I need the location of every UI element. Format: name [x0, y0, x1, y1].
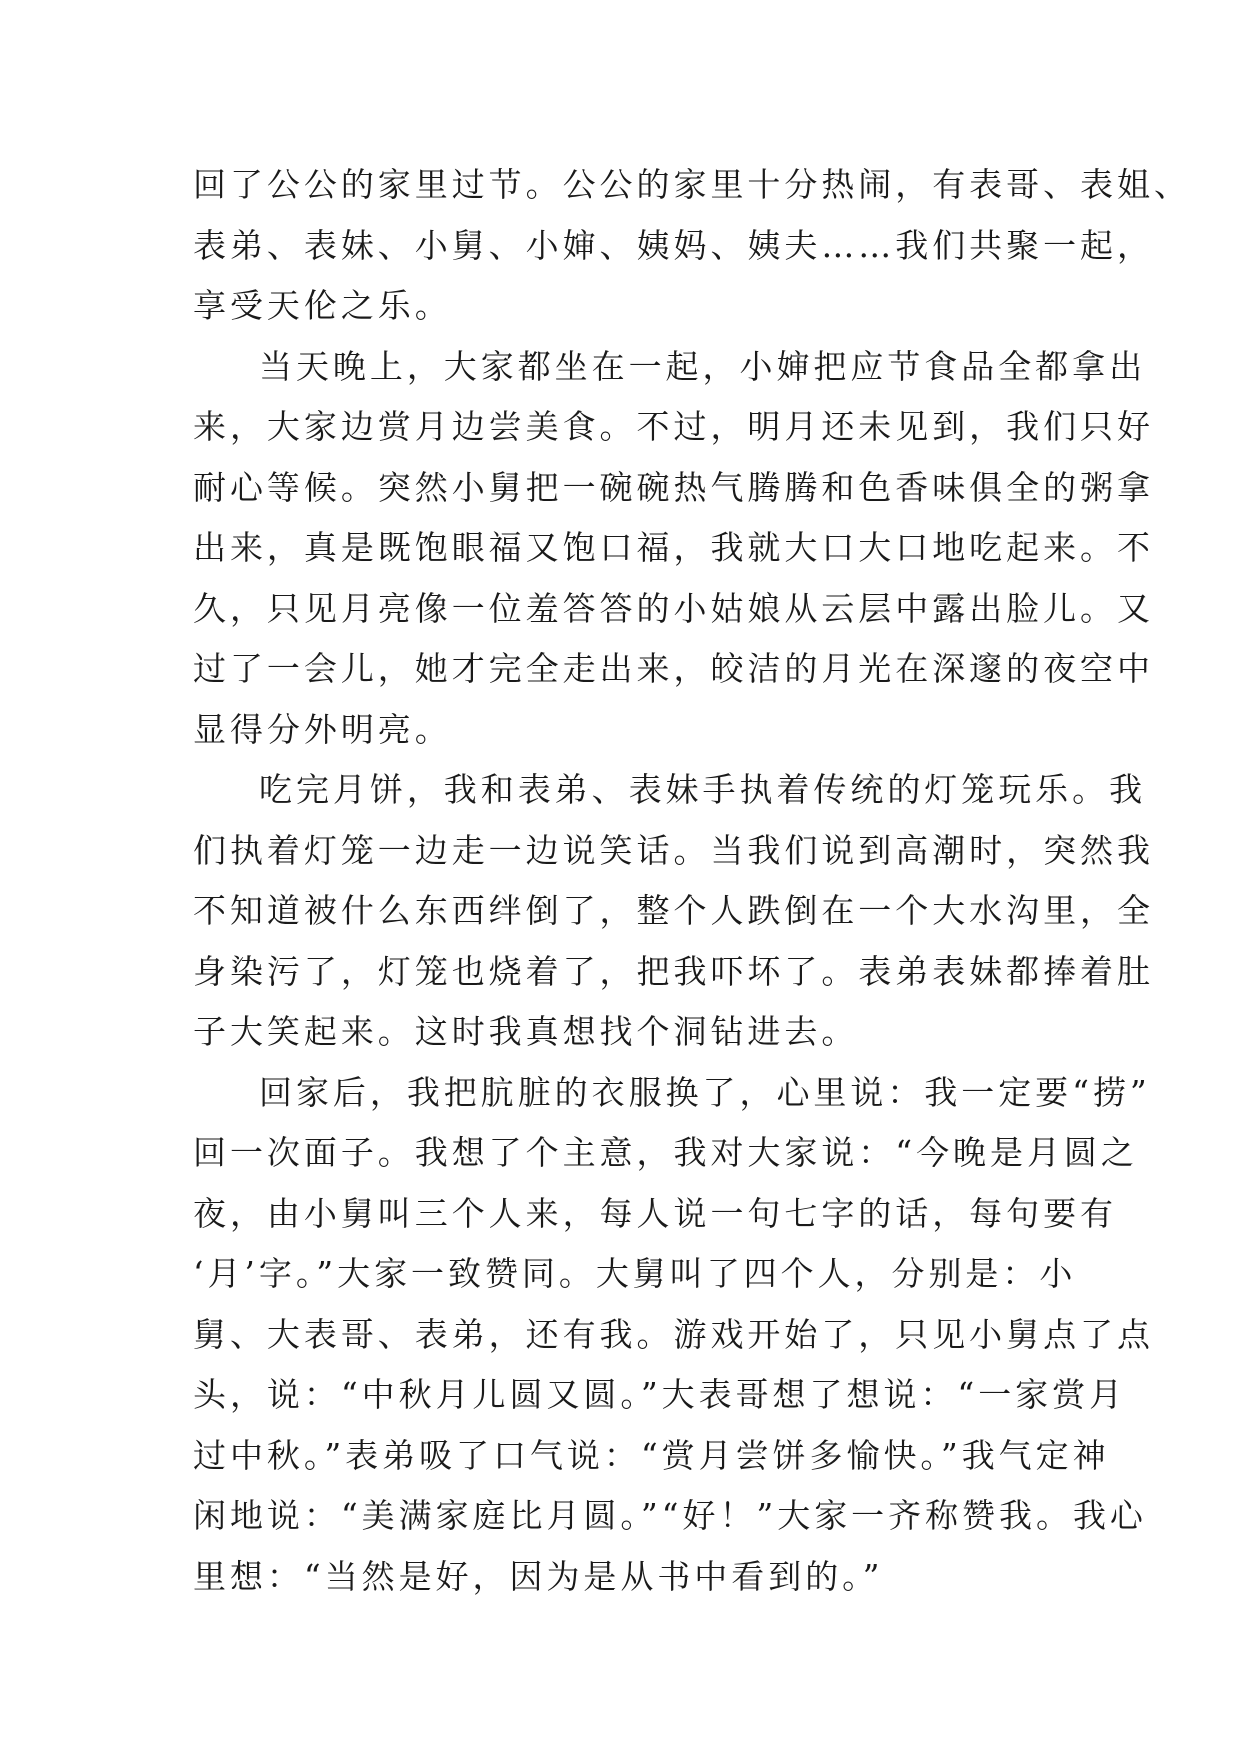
text-line-9: 过了一会儿，她才完全走出来，皎洁的月光在深邃的夜空中: [193, 649, 1154, 688]
text-line-12: 们执着灯笼一边走一边说笑话。当我们说到高潮时，突然我: [193, 830, 1154, 870]
text-line-3: 享受天伦之乐。: [193, 286, 452, 325]
text-line-15: 子大笑起来。这时我真想找个洞钻进去。: [193, 1012, 859, 1051]
text-line-23: 闲地说：“美满家庭比月圆。”“好！”大家一齐称赞我。我心: [193, 1496, 1147, 1535]
text-line-17: 回一次面子。我想了个主意，我对大家说：“今晚是月圆之: [193, 1133, 1138, 1172]
paragraph-start-line-16: 回家后，我把肮脏的衣服换了，心里说：我一定要“捞”: [259, 1072, 1151, 1112]
text-line-14: 身染污了，灯笼也烧着了，把我吓坏了。表弟表妹都捧着肚: [193, 951, 1154, 991]
text-line-7: 出来，真是既饱眼福又饱口福，我就大口大口地吃起来。不: [193, 528, 1154, 567]
text-line-24: 里想：“当然是好，因为是从书中看到的。”: [193, 1556, 884, 1596]
text-line-13: 不知道被什么东西绊倒了，整个人跌倒在一个大水沟里，全: [193, 891, 1154, 930]
text-line-20: 舅、大表哥、表弟，还有我。游戏开始了，只见小舅点了点: [193, 1314, 1154, 1354]
text-line-1: 回了公公的家里过节。公公的家里十分热闹，有表哥、表姐、: [193, 165, 1191, 204]
paragraph-start-line-11: 吃完月饼，我和表弟、表妹手执着传统的灯笼玩乐。我: [259, 770, 1147, 809]
text-line-2: 表弟、表妹、小舅、小婶、姨妈、姨夫……我们共聚一起，: [193, 225, 1154, 265]
paragraph-start-line-4: 当天晚上，大家都坐在一起，小婶把应节食品全都拿出: [259, 346, 1147, 386]
text-line-21: 头，说：“中秋月儿圆又圆。”大表哥想了想说：“一家赏月: [193, 1375, 1127, 1414]
text-line-6: 耐心等候。突然小舅把一碗碗热气腾腾和色香味俱全的粥拿: [193, 467, 1154, 507]
text-line-22: 过中秋。”表弟吸了口气说：“赏月尝饼多愉快。”我气定神: [193, 1435, 1110, 1475]
text-line-8: 久，只见月亮像一位羞答答的小姑娘从云层中露出脸儿。又: [193, 588, 1154, 628]
document-body: [193, 155, 1191, 1607]
text-line-10: 显得分外明亮。: [193, 709, 452, 749]
text-line-5: 来，大家边赏月边尝美食。不过，明月还未见到，我们只好: [193, 407, 1154, 446]
text-line-19: ‘月’字。”大家一致赞同。大舅叫了四个人，分别是：小: [193, 1254, 1077, 1293]
text-line-18: 夜，由小舅叫三个人来，每人说一句七字的话，每句要有: [193, 1193, 1117, 1233]
